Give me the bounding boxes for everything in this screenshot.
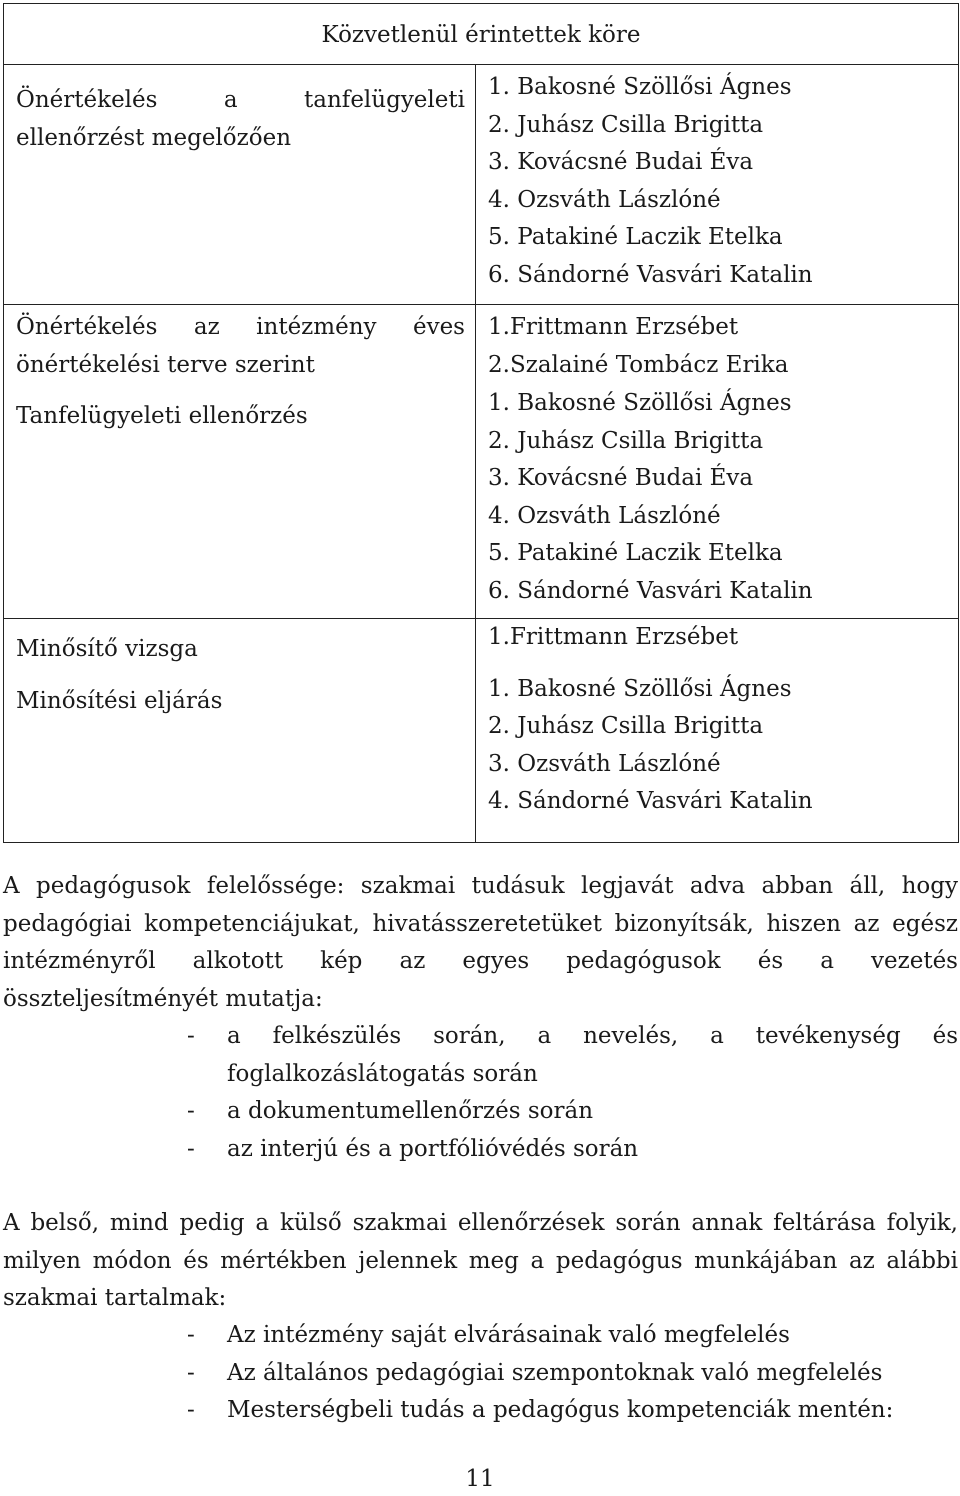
bullet-dash: - (187, 1322, 195, 1348)
bullet-list (187, 1018, 958, 1168)
activity-line: ellenőrzést megelőzően (16, 124, 292, 151)
paragraph-responsibility (3, 868, 958, 1018)
list-item (187, 1018, 958, 1056)
activity-line: Minősítési eljárás (16, 687, 223, 714)
bullet-text: Mesterségbeli tudás a pedagógus kompetenciák mentén: (227, 1397, 894, 1423)
person-item: 1.Frittmann Erzsébet (488, 624, 739, 650)
bullet-text: a felkészülés során, a nevelés, a tevékenység és (227, 1023, 958, 1049)
person-item: 1.Frittmann Erzsébet (488, 314, 739, 340)
bullet-text: Az intézmény saját elvárásainak való megfelelés (227, 1322, 790, 1348)
list-item (187, 1392, 958, 1430)
bullet-dash: - (187, 1023, 195, 1049)
bullet-dash: - (187, 1397, 195, 1423)
paragraph-line: milyen módon és mértékben jelennek meg a pedagógus munkájában az alábbi (3, 1247, 958, 1274)
table-row (4, 305, 959, 619)
bullet-list (187, 1317, 958, 1430)
person-item: 6. Sándorné Vasvári Katalin (488, 261, 813, 288)
bullet-text: az interjú és a portfólióvédés során (227, 1135, 639, 1162)
paragraph-line: A belső, mind pedig a külső szakmai ellenőrzések során annak feltárása folyik, (3, 1210, 958, 1236)
paragraph-line: intézményről alkotott kép az egyes pedagógusok és a vezetés (3, 948, 958, 974)
table-cell-people (476, 305, 959, 619)
table-cell-people (476, 65, 959, 305)
person-item: 4. Ozsváth Lászlóné (488, 186, 721, 213)
paragraph-line: szakmai tartalmak: (3, 1285, 227, 1311)
table-cell-activity (4, 619, 476, 843)
page-number: 11 (465, 1466, 495, 1492)
activity-line: önértékelési terve szerint (16, 351, 315, 378)
table-cell-people (476, 619, 959, 843)
bullet-dash: - (187, 1098, 195, 1124)
person-item: 1. Bakosné Szöllősi Ágnes (488, 74, 792, 100)
bullet-dash: - (187, 1359, 195, 1386)
person-item: 3. Kovácsné Budai Éva (488, 149, 754, 175)
person-item: 5. Patakiné Laczik Etelka (488, 224, 783, 250)
person-item: 5. Patakiné Laczik Etelka (488, 540, 783, 566)
list-item (187, 1317, 958, 1355)
list-item (187, 1131, 958, 1169)
bullet-continuation: foglalkozáslátogatás során (227, 1060, 538, 1087)
person-item: 2. Juhász Csilla Brigitta (488, 713, 764, 739)
table-header-row (4, 4, 959, 65)
paragraph-inspection (3, 1205, 958, 1318)
activity-line: Önértékelés a tanfelügyeleti (16, 87, 465, 113)
activity-line: Minősítő vizsga (16, 636, 198, 662)
table-row (4, 65, 959, 305)
person-item: 2. Juhász Csilla Brigitta (488, 111, 764, 138)
person-item: 4. Sándorné Vasvári Katalin (488, 788, 813, 814)
person-item: 1. Bakosné Szöllősi Ágnes (488, 390, 792, 416)
list-item (187, 1355, 958, 1393)
table-cell-activity (4, 305, 476, 619)
person-item: 1. Bakosné Szöllősi Ágnes (488, 675, 792, 702)
table-row (4, 619, 959, 843)
paragraph-line: pedagógiai kompetenciájukat, hivatásszeretetüket bizonyítsák, hiszen az egész (3, 910, 958, 937)
paragraph-line: A pedagógusok felelőssége: szakmai tudásuk legjavát adva abban áll, hogy (3, 873, 958, 899)
activity-line: Tanfelügyeleti ellenőrzés (16, 403, 308, 429)
table-header-cell (4, 4, 959, 65)
bullet-dash: - (187, 1135, 195, 1162)
person-item: 3. Ozsváth Lászlóné (488, 750, 721, 777)
paragraph-line: összteljesítményét mutatja: (3, 985, 323, 1012)
table-header-text: Közvetlenül érintettek köre (321, 22, 641, 48)
bullet-text: a dokumentumellenőrzés során (227, 1098, 594, 1124)
activity-line: Önértékelés az intézmény éves (16, 314, 465, 340)
person-item: 6. Sándorné Vasvári Katalin (488, 577, 813, 604)
person-item: 2.Szalainé Tombácz Erika (488, 351, 789, 378)
table-cell-activity (4, 65, 476, 305)
roles-table (3, 3, 959, 843)
person-item: 4. Ozsváth Lászlóné (488, 502, 721, 529)
person-item: 2. Juhász Csilla Brigitta (488, 427, 764, 454)
person-item: 3. Kovácsné Budai Éva (488, 465, 754, 491)
bullet-text: Az általános pedagógiai szempontoknak való megfelelés (227, 1359, 883, 1386)
list-item (187, 1093, 958, 1131)
